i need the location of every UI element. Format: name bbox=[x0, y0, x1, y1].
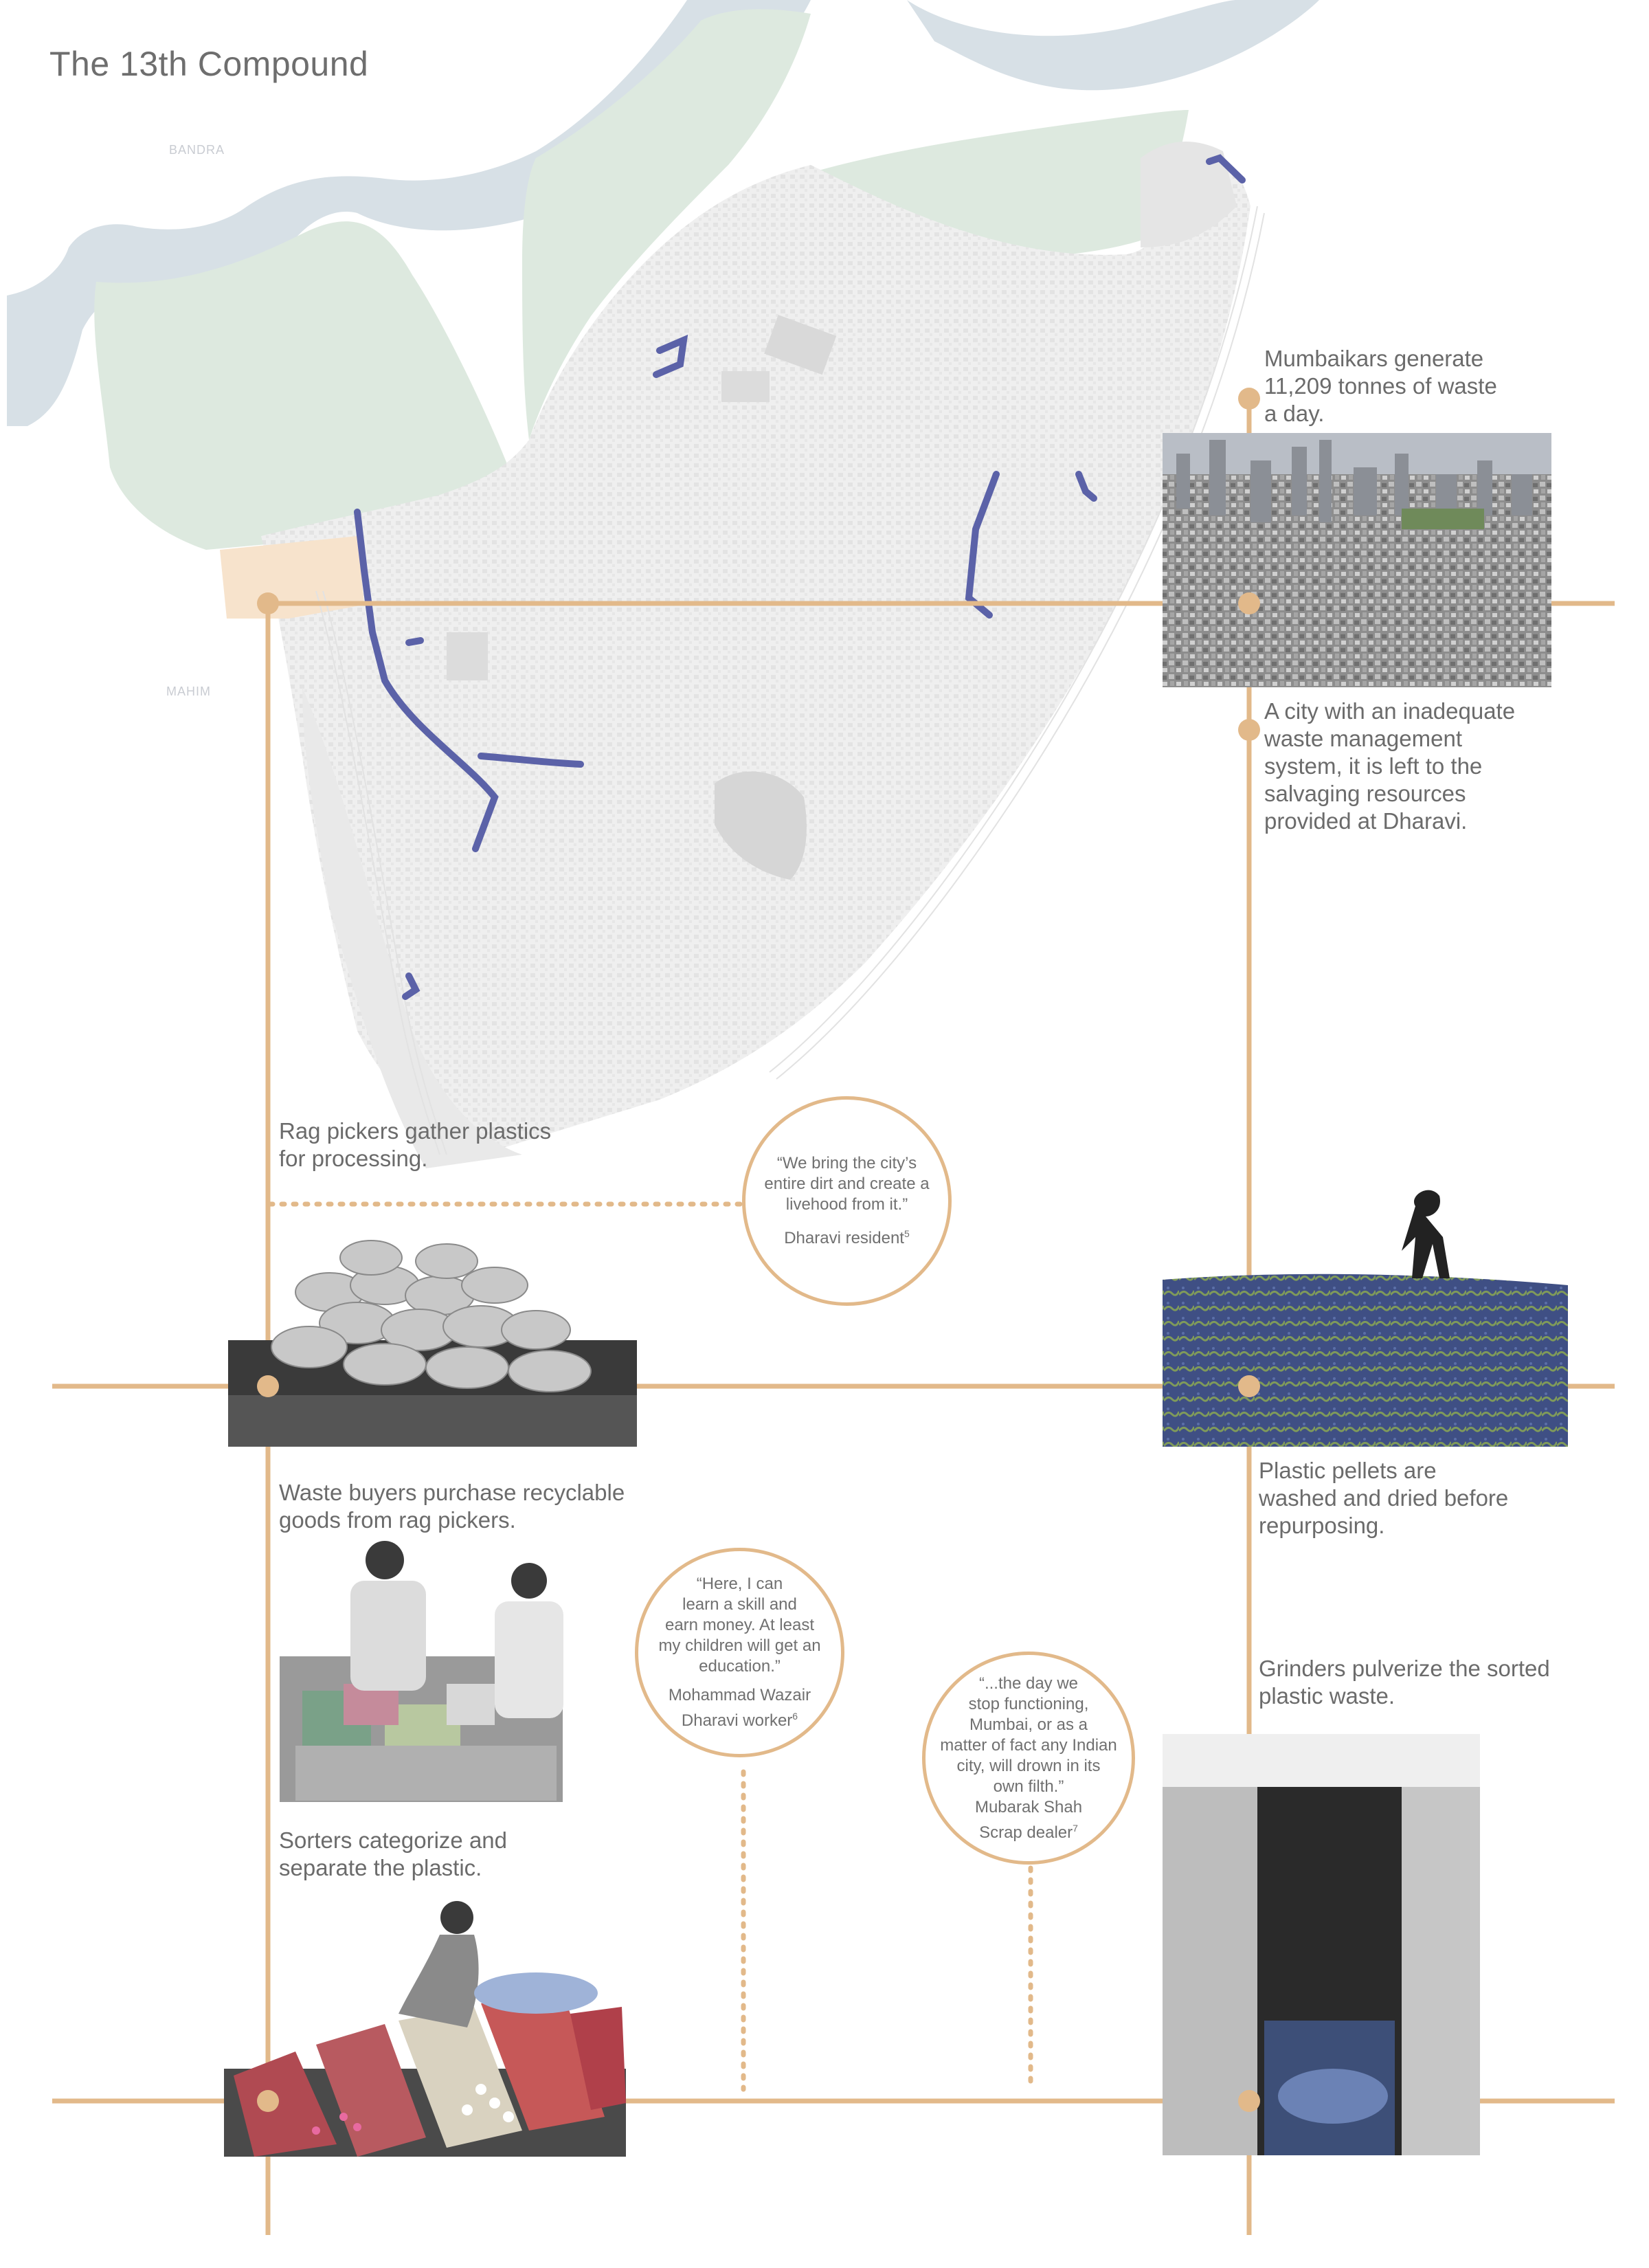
photo-grinders bbox=[1163, 1734, 1480, 2155]
photo-sorters bbox=[224, 1901, 626, 2157]
quote-bubble-wazir: “Here, I can learn a skill and earn money. At least my children will get an education.” Mohammad Wazair Dharavi worker$^6$ bbox=[635, 1548, 844, 1757]
caption-pellets: Plastic pellets are washed and dried before repurposing. bbox=[1259, 1458, 1509, 1538]
caption-grinders: Grinders pulverize the sorted plastic waste. bbox=[1259, 1656, 1550, 1709]
caption-waste-buyers: Waste buyers purchase recyclable goods from rag pickers. bbox=[279, 1480, 625, 1533]
orange-zone bbox=[220, 536, 364, 619]
caption-waste-generation: Mumbaikars generate 11,209 tonnes of waste a day. bbox=[1264, 346, 1497, 426]
photo-pellets bbox=[1163, 1190, 1568, 1447]
photo-rag-pickers bbox=[228, 1241, 637, 1447]
photo-waste-buyers bbox=[280, 1541, 563, 1802]
caption-sorters: Sorters categorize and separate the plastic. bbox=[279, 1827, 508, 1880]
page-title: The 13th Compound bbox=[49, 45, 369, 83]
caption-inadequate-system: A city with an inadequate waste management system, it is left to the salvaging resources provided at Dharavi. bbox=[1264, 698, 1516, 834]
map-label-bandra: BANDRA bbox=[169, 143, 225, 157]
caption-rag-pickers: Rag pickers gather plastics for processing. bbox=[279, 1118, 552, 1171]
map-label-mahim: MAHIM bbox=[166, 685, 211, 698]
quote-bubble-shah: “...the day we stop functioning, Mumbai, or as a matter of fact any Indian city, will drown in its own filth.” Mubarak Shah Scrap dealer$^7$ bbox=[922, 1652, 1135, 1865]
quote-bubble-resident: “We bring the city’s entire dirt and create a livehood from it.” Dharavi resident$^5$ bbox=[742, 1096, 952, 1306]
photo-skyline bbox=[1163, 433, 1551, 687]
river bbox=[907, 0, 1319, 90]
